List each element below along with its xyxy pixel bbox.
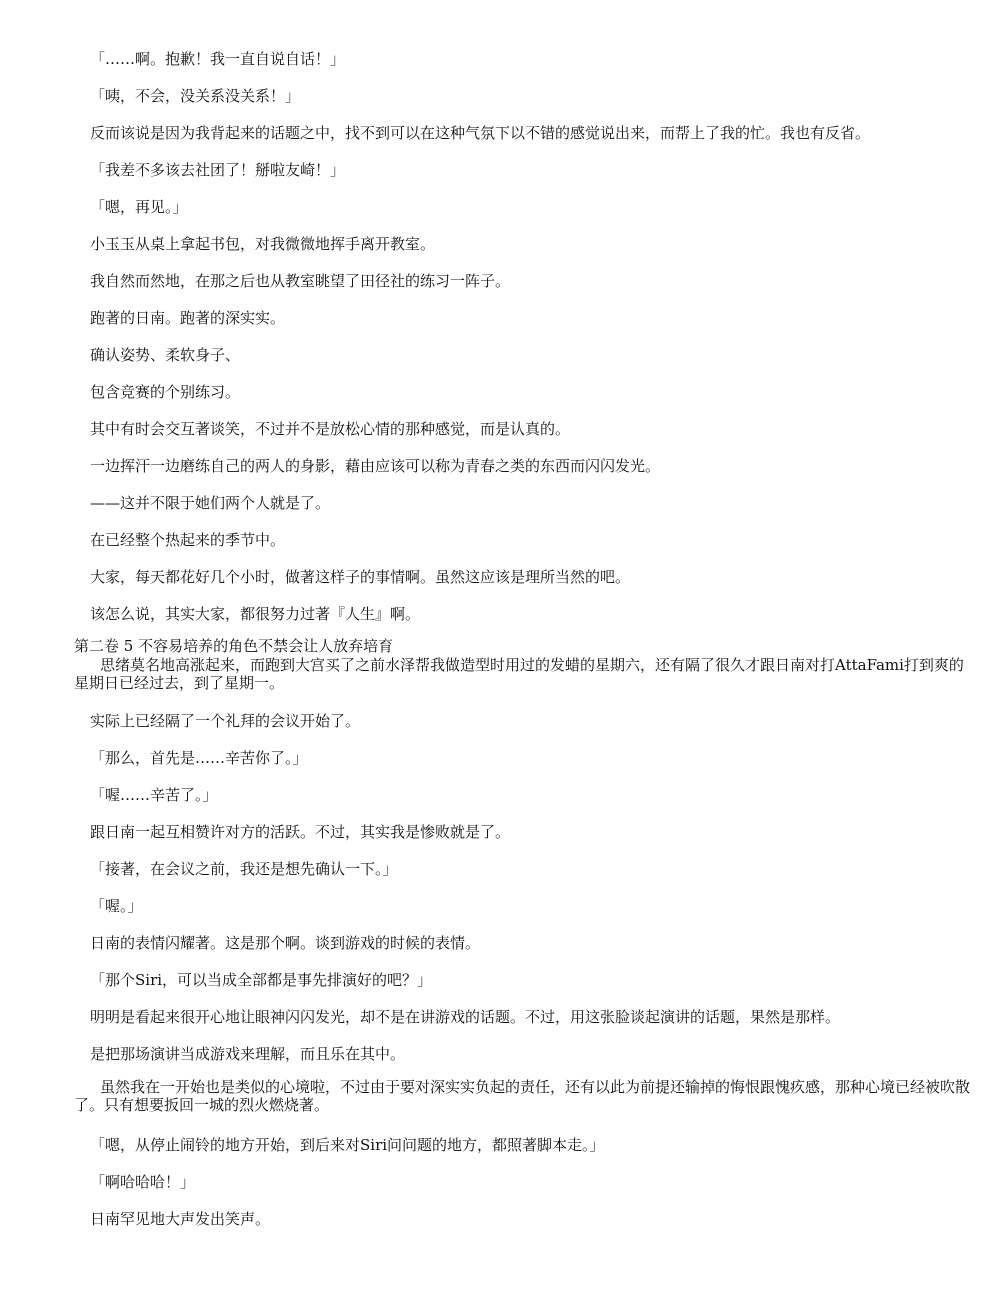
text-line: 该怎么说，其实大家，都很努力过著『人生』啊。 (90, 605, 421, 623)
text-line: 「……啊。抱歉！我一直自说自话！」 (90, 50, 346, 68)
text-line: 「嗯，从停止闹铃的地方开始，到后来对Siri问问题的地方，都照著脚本走。」 (90, 1136, 605, 1154)
text-line: 日南的表情闪耀著。这是那个啊。谈到游戏的时候的表情。 (90, 934, 481, 952)
text-line: 反而该说是因为我背起来的话题之中，找不到可以在这种气氛下以不错的感觉说出来，而帮上了我的忙。我也有反省。 (90, 124, 871, 142)
text-line: 我自然而然地，在那之后也从教室眺望了田径社的练习一阵子。 (90, 272, 511, 290)
text-line: 实际上已经隔了一个礼拜的会议开始了。 (90, 712, 361, 730)
text-line: 「那么，首先是……辛苦你了。」 (90, 749, 308, 767)
text-line: 在已经整个热起来的季节中。 (90, 531, 286, 549)
text-line: 「嗯，再见。」 (90, 198, 188, 216)
text-line: 小玉玉从桌上拿起书包，对我微微地挥手离开教室。 (90, 235, 436, 253)
paragraph: 思绪莫名地高涨起来，而跑到大宫买了之前水泽帮我做造型时用过的发蜡的星期六，还有隔了很久才跟日南对打AttaFami打到爽的星期日已经过去，到了星期一。 (74, 656, 964, 692)
text-line: ——这并不限于她们两个人就是了。 (90, 494, 331, 512)
text-line: 确认姿势、柔软身子、 (90, 346, 241, 364)
text-line: 跑著的日南。跑著的深实实。 (90, 309, 286, 327)
text-line: 「咦，不会，没关系没关系！」 (90, 87, 301, 105)
text-line: 是把那场演讲当成游戏来理解，而且乐在其中。 (90, 1045, 406, 1063)
text-line: 「喔。」 (90, 897, 143, 915)
text-line: 跟日南一起互相赞许对方的活跃。不过，其实我是惨败就是了。 (90, 823, 511, 841)
text-line: 其中有时会交互著谈笑，不过并不是放松心情的那种感觉，而是认真的。 (90, 420, 571, 438)
text-line: 明明是看起来很开心地让眼神闪闪发光，却不是在讲游戏的话题。不过，用这张脸谈起演讲的话题，果然是那样。 (90, 1008, 841, 1026)
text-line: 「我差不多该去社团了！掰啦友崎！」 (90, 161, 346, 179)
text-line: 日南罕见地大声发出笑声。 (90, 1210, 271, 1228)
paragraph: 虽然我在一开始也是类似的心境啦，不过由于要对深实实负起的责任，还有以此为前提还输掉的悔恨跟愧疚感，那种心境已经被吹散了。只有想要扳回一城的烈火燃烧著。 (74, 1078, 971, 1114)
text-line: 「喔……辛苦了。」 (90, 786, 218, 804)
chapter-heading: 第二卷 5 不容易培养的角色不禁会让人放弃培育 (74, 637, 394, 655)
text-line: 大家，每天都花好几个小时，做著这样子的事情啊。虽然这应该是理所当然的吧。 (90, 568, 631, 586)
text-line: 「啊哈哈哈！」 (90, 1173, 196, 1191)
text-line: 「那个Siri，可以当成全部都是事先排演好的吧？」 (90, 971, 433, 989)
text-line: 「接著，在会议之前，我还是想先确认一下。」 (90, 860, 398, 878)
text-line: 一边挥汗一边磨练自己的两人的身影，藉由应该可以称为青春之类的东西而闪闪发光。 (90, 457, 661, 475)
text-line: 包含竞赛的个别练习。 (90, 383, 241, 401)
